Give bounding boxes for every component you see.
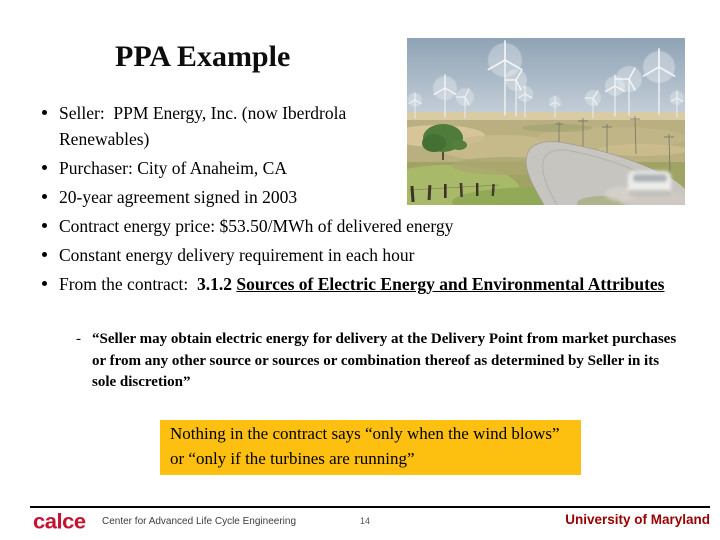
section-title: Sources of Electric Energy and Environmental Attributes (236, 274, 665, 294)
university-name: University of Maryland (565, 512, 710, 527)
page-number: 14 (359, 516, 370, 526)
bullet-text: Contract energy price: $53.50/MWh of delivered energy (59, 216, 454, 236)
highlight-callout (160, 420, 581, 475)
bullet-price (40, 213, 700, 239)
page-title: PPA Example (115, 40, 291, 73)
sub-bullet-text: “Seller may obtain electric energy for delivery at the Delivery Point from market purchases or from any other source or sources or combination thereof as determined by Seller in its sole discretion” (92, 331, 677, 390)
sub-bullet-marker: - (76, 331, 81, 347)
highlight-text: Nothing in the contract says “only when the wind blows” or “only if the turbines are running” (170, 424, 560, 468)
section-number: 3.1.2 (197, 274, 237, 294)
footer (0, 508, 720, 540)
bullet-seller (40, 100, 411, 152)
organization-name: Center for Advanced Life Cycle Engineering (102, 516, 297, 527)
bullet-purchaser (40, 155, 700, 181)
contract-quote (76, 329, 682, 394)
calce-logo: calce (33, 509, 86, 534)
bullet-text: Purchaser: City of Anaheim, CA (59, 158, 287, 178)
bullet-text: From the contract: (59, 274, 198, 294)
bullet-text: 20-year agreement signed in 2003 (59, 187, 298, 207)
bullet-agreement (40, 184, 700, 210)
bullet-text: Seller: PPM Energy, Inc. (now Iberdrola Renewables) (59, 103, 351, 149)
bullet-list (40, 100, 700, 300)
bullet-delivery (40, 242, 700, 268)
bullet-contract-section (40, 271, 700, 297)
bullet-text: Constant energy delivery requirement in each hour (59, 245, 415, 265)
